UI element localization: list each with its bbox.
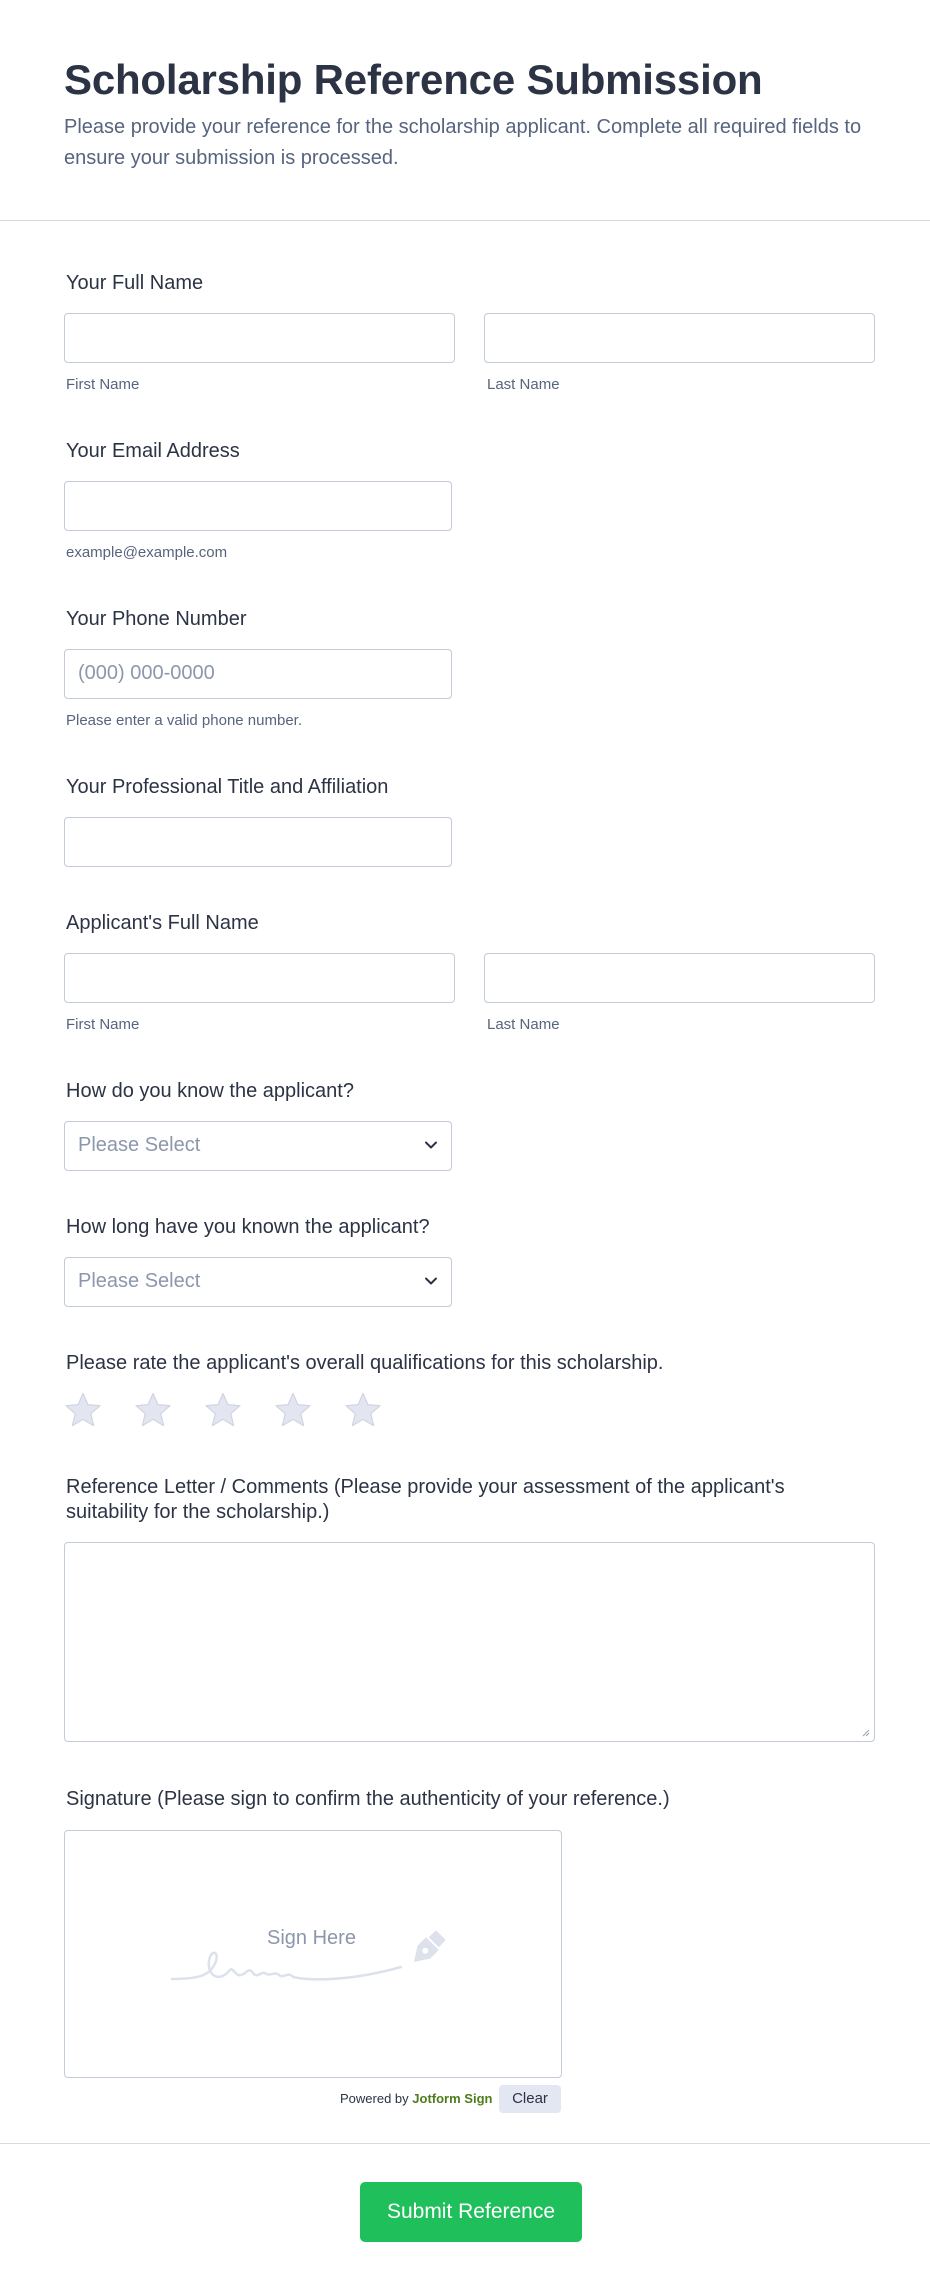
form-header [0,0,930,221]
email-input[interactable] [64,481,452,531]
know-long-select[interactable] [64,1257,452,1307]
comments-textarea[interactable] [64,1542,875,1742]
powered-by-text: Powered by [340,2091,409,2106]
signature-pad[interactable] [64,1830,562,2078]
title-label: Your Professional Title and Affiliation [66,776,389,798]
jotform-sign-brand: Jotform Sign [412,2091,493,2106]
star-icon[interactable] [134,1391,172,1429]
know-how-select[interactable] [64,1121,452,1171]
know-long-label: How long have you known the applicant? [66,1216,430,1238]
footer-divider [0,2143,930,2144]
first-name-input[interactable] [64,313,455,363]
page-title: Scholarship Reference Submission [64,56,763,103]
sign-here-hint: Sign Here [267,1927,356,1949]
know-how-label: How do you know the applicant? [66,1080,354,1102]
clear-signature-button[interactable]: Clear [499,2085,561,2113]
applicant-first-name-input[interactable] [64,953,455,1003]
pen-nib-icon [403,1927,449,1973]
comments-label: Reference Letter / Comments (Please provide your assessment of the applicant's suitability for the scholarship.) [66,1476,785,1523]
signature-label: Signature (Please sign to confirm the authenticity of your reference.) [66,1788,670,1810]
applicant-last-name-sublabel: Last Name [487,1016,560,1033]
resize-handle-icon[interactable] [860,1727,870,1737]
chevron-down-icon [423,1137,439,1153]
submit-button[interactable]: Submit Reference [360,2182,582,2242]
know-long-selected: Please Select [78,1270,201,1292]
phone-input[interactable]: (000) 000-0000 [64,649,452,699]
powered-by [340,2091,492,2106]
star-icon[interactable] [204,1391,242,1429]
email-label: Your Email Address [66,440,240,462]
chevron-down-icon [423,1273,439,1289]
full-name-label: Your Full Name [66,272,204,294]
first-name-sublabel: First Name [66,376,140,393]
applicant-name-label: Applicant's Full Name [66,912,259,934]
applicant-first-name-sublabel: First Name [66,1016,140,1033]
last-name-sublabel: Last Name [487,376,560,393]
phone-label: Your Phone Number [66,608,247,630]
last-name-input[interactable] [484,313,875,363]
email-sublabel: example@example.com [66,544,228,561]
know-how-selected: Please Select [78,1134,201,1156]
star-icon[interactable] [344,1391,382,1429]
rating-label: Please rate the applicant's overall qualifications for this scholarship. [66,1352,664,1374]
star-icon[interactable] [274,1391,312,1429]
phone-sublabel: Please enter a valid phone number. [66,712,302,729]
star-rating [64,1391,382,1429]
title-input[interactable] [64,817,452,867]
star-icon[interactable] [64,1391,102,1429]
page-subtitle: Please provide your reference for the scholarship applicant. Complete all required fields to ensure your submission is processed. [64,116,862,169]
applicant-last-name-input[interactable] [484,953,875,1003]
